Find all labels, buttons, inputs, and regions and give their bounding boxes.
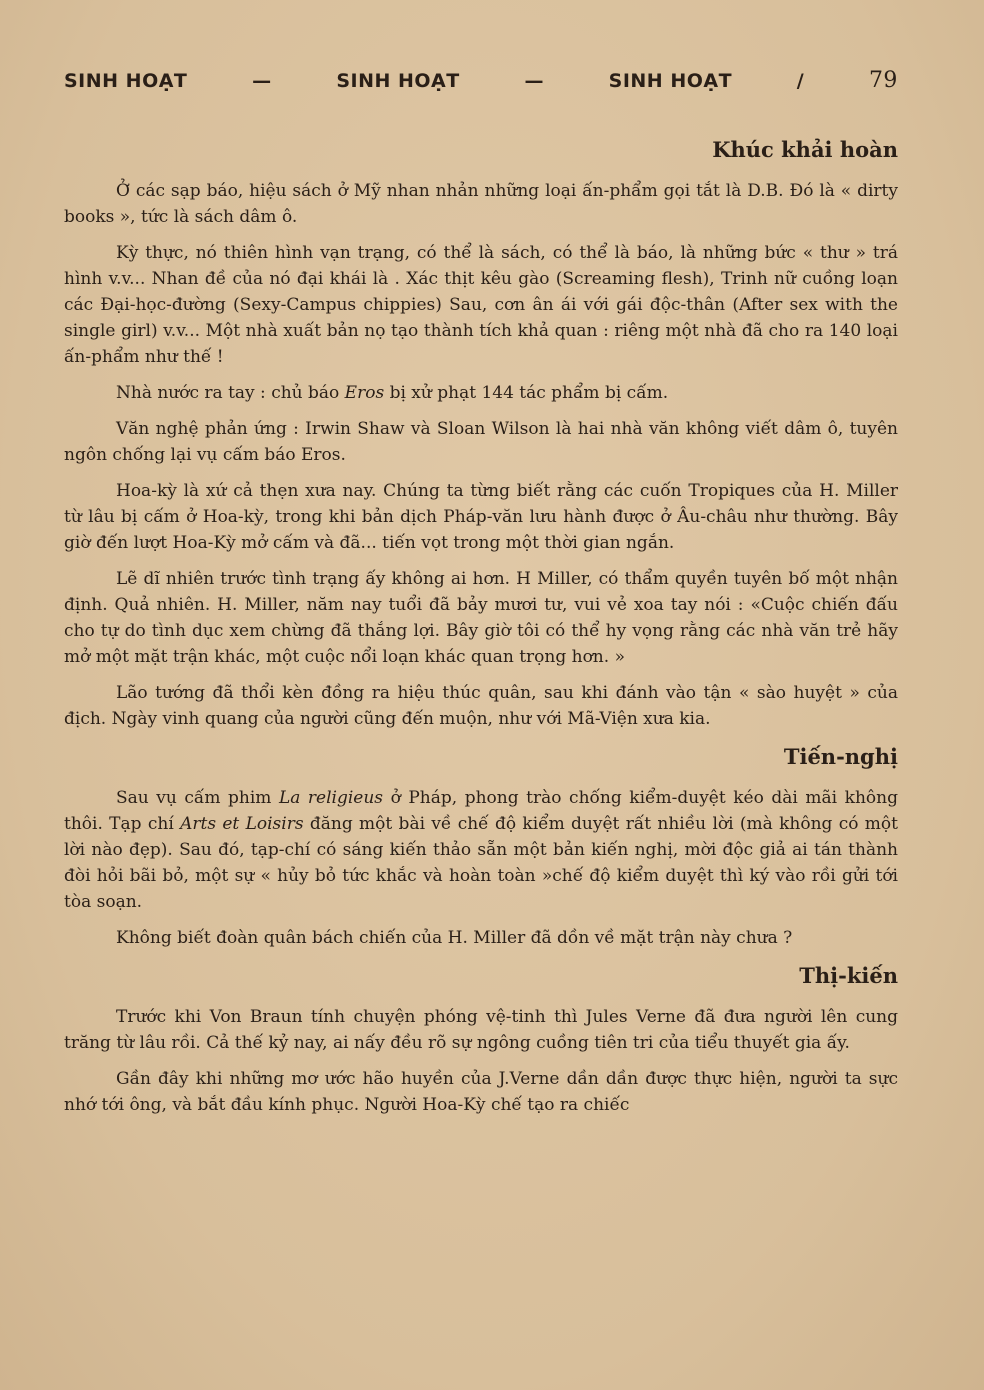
paragraph: Kỳ thực, nó thiên hình vạn trạng, có thể là sách, có thể là báo, là những bức « thư » trá hình v.v... Nhan đề của nó đại khái là . Xác thịt kêu gào (Screaming flesh), Trinh nữ cuồng loạn các Đại-học-đường (Sexy-Campus chippies) Sau, cơn ân ái với gái độc-thân (After sex with the single girl) v.v... Một nhà xuất bản nọ tạo thành tích khả quan : riêng một nhà đã cho ra 140 loại ấn-phẩm như thế !: [64, 243, 898, 367]
page-number: 79: [868, 68, 898, 93]
section-title: Tiến-nghị: [783, 744, 898, 769]
section-title: Thị-kiến: [799, 963, 898, 988]
paragraph: Gần đây khi những mơ ước hão huyền của J.Verne dần dần được thực hiện, người ta sực nhớ tới ông, và bắt đầu kính phục. Người Hoa-Kỳ chế tạo ra chiếc: [64, 1069, 898, 1115]
running-header: [64, 68, 898, 93]
paragraph: Ở các sạp báo, hiệu sách ở Mỹ nhan nhản những loại ấn-phẩm gọi tắt là D.B. Đó là « dirty books », tức là sách dâm ô.: [64, 181, 898, 227]
section-title: Khúc khải hoàn: [712, 137, 898, 162]
paragraph: Trước khi Von Braun tính chuyện phóng vệ-tinh thì Jules Verne đã đưa người lên cung trăng từ lâu rồi. Cả thế kỷ nay, ai nấy đều rõ sự ngông cuồng tiên tri của tiểu thuyết gia ấy.: [64, 1007, 898, 1053]
header-part: —: [252, 70, 272, 92]
paragraph: Không biết đoàn quân bách chiến của H. Miller đã dồn về mặt trận này chưa ?: [116, 928, 793, 948]
paragraph: Lẽ dĩ nhiên trước tình trạng ấy không ai hơn. H Miller, có thẩm quyền tuyên bố một nhận định. Quả nhiên. H. Miller, năm nay tuổi đã bảy mươi tư, vui vẻ xoa tay nói : «Cuộc chiến đấu cho tự do tình dục xem chừng đã thắng lợi. Bây giờ tôi có thể hy vọng rằng các nhà văn trẻ hãy mở một mặt trận khác, một cuộc nổi loạn khác quan trọng hơn. »: [64, 569, 898, 667]
header-part: SINH HOẠT: [608, 70, 733, 92]
paragraph: Hoa-kỳ là xứ cả thẹn xưa nay. Chúng ta từng biết rằng các cuốn Tropiques của H. Miller từ lâu bị cấm ở Hoa-kỳ, trong khi bản dịch Pháp-văn lưu hành được ở Âu-châu như thường. Bây giờ đến lượt Hoa-Kỳ mở cấm và đã... tiến vọt trong một thời gian ngắn.: [64, 481, 898, 553]
header-part: /: [796, 70, 805, 92]
paragraph: Sau vụ cấm phim La religieus ở Pháp, phong trào chống kiểm-duyệt kéo dài mãi không thôi. Tạp chí Arts et Loisirs đăng một bài về chế độ kiểm duyệt rất nhiều lời (mà không có một lời nào đẹp). Sau đó, tạp-chí có sáng kiến thảo sẵn một bản kiến nghị, mời độc giả ai tán thành đòi hỏi bãi bỏ, một sự « hủy bỏ tức khắc và hoàn toàn »chế độ kiểm duyệt thì ký vào rồi gửi tới tòa soạn.: [64, 788, 898, 912]
paragraph: Văn nghệ phản ứng : Irwin Shaw và Sloan Wilson là hai nhà văn không viết dâm ô, tuyên ngôn chống lại vụ cấm báo Eros.: [64, 419, 898, 465]
header-part: SINH HOẠT: [336, 70, 460, 92]
paragraph: Nhà nước ra tay : chủ báo Eros bị xử phạt 144 tác phẩm bị cấm.: [116, 383, 669, 403]
header-part: SINH HOẠT: [64, 70, 188, 92]
paragraph: Lão tướng đã thổi kèn đồng ra hiệu thúc quân, sau khi đánh vào tận « sào huyệt » của địch. Ngày vinh quang của người cũng đến muộn, như với Mã-Viện xưa kia.: [64, 683, 898, 729]
header-part: —: [524, 70, 544, 92]
